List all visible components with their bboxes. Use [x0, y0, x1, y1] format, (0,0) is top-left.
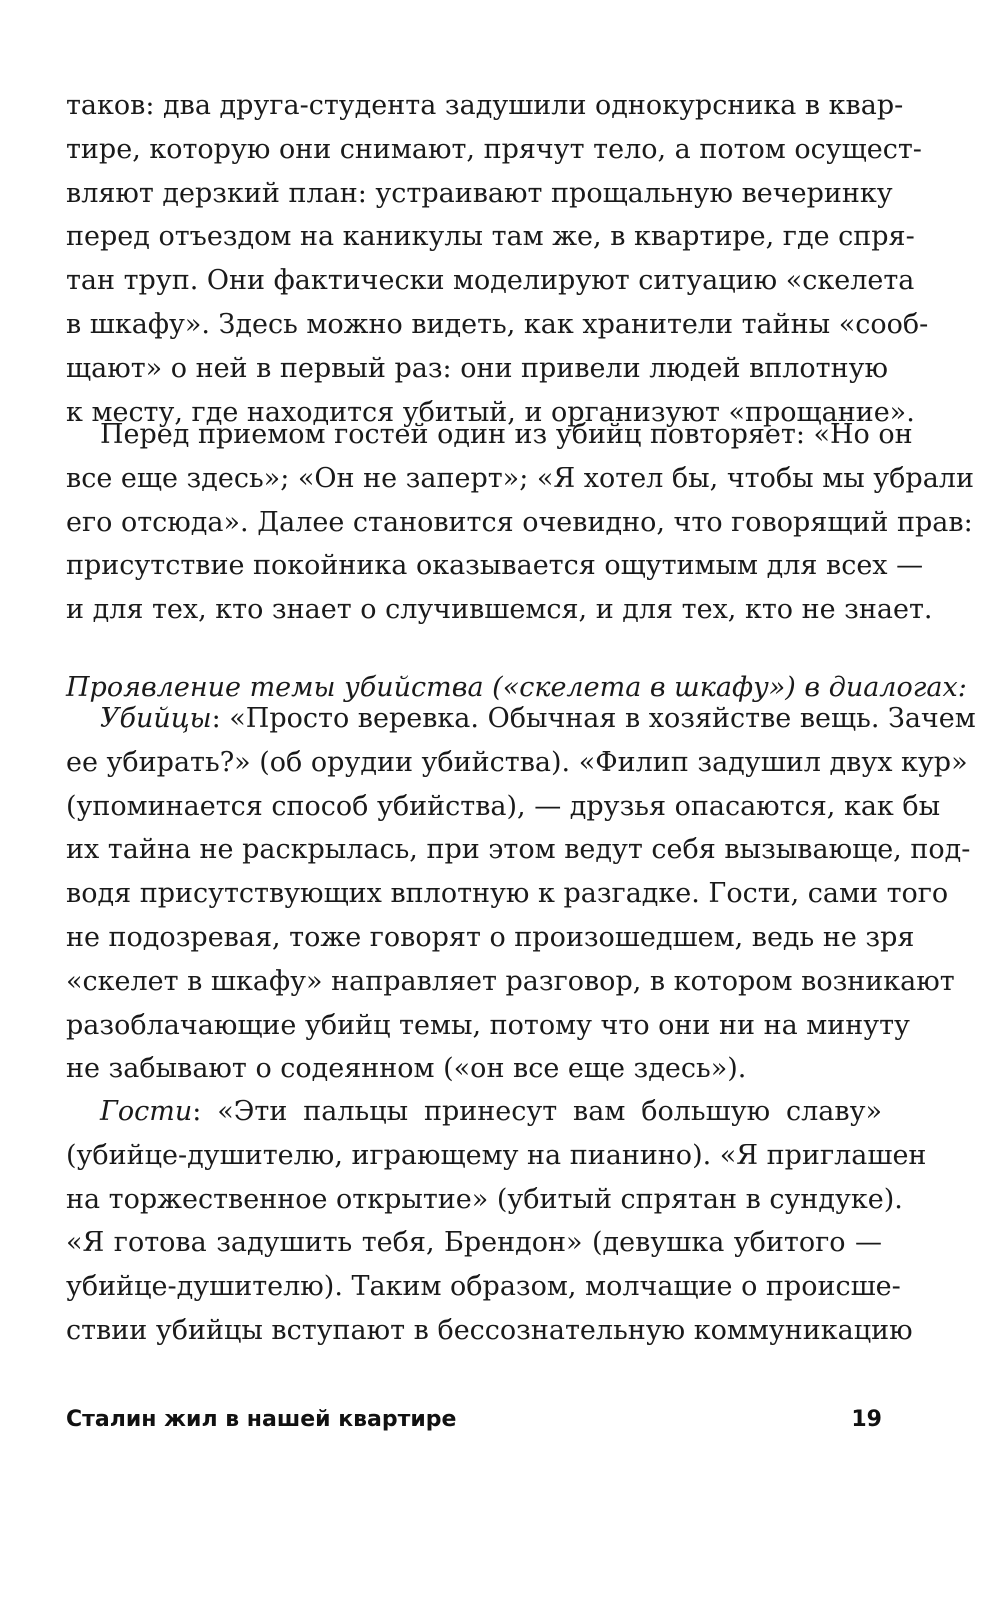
text-line: (упоминается способ убийства), — друзья опасаются, как бы — [66, 790, 941, 822]
section-heading: Проявление темы убийства («скелета в шкафу») в диалогах: — [66, 672, 967, 703]
text-line: его отсюда». Далее становится очевидно, что говорящий прав: — [66, 506, 973, 538]
text-line: (убийце-душителю, играющему на пианино). «Я приглашен — [66, 1139, 927, 1171]
text-line: и для тех, кто знает о случившемся, и для тех, кто не знает. — [66, 594, 933, 626]
guests-paragraph — [66, 1090, 927, 1353]
running-footer-title: Сталин жил в нашей квартире — [66, 1407, 457, 1432]
text-line: тире, которую они снимают, прячут тело, а потом осущест- — [66, 133, 922, 165]
text-line: ствии убийцы вступают в бессознательную коммуникацию — [66, 1314, 913, 1346]
text-line: разоблачающие убийц темы, потому что они ни на минуту — [66, 1009, 910, 1041]
text-line: не подозревая, тоже говорят о произошедшем, ведь не зря — [66, 921, 915, 953]
text-line: все еще здесь»; «Он не заперт»; «Я хотел бы, чтобы мы убрали — [66, 462, 974, 494]
text-line: убийце-душителю). Таким образом, молчащие о происше- — [66, 1271, 901, 1303]
text-line: «скелет в шкафу» направляет разговор, в котором возникают — [66, 965, 955, 997]
text-line: щают» о ней в первый раз: они привели людей вплотную — [66, 352, 889, 384]
text-line: тан труп. Они фактически моделируют ситуацию «скелета — [66, 265, 915, 297]
quote-text: : «Просто веревка. Обычная в хозяйстве вещь. Зачем — [211, 703, 976, 734]
page-number: 19 — [851, 1407, 882, 1432]
text-line: присутствие покойника оказывается ощутимым для всех — — [66, 550, 924, 582]
text-line: не забывают о содеянном («он все еще здесь»). — [66, 1053, 747, 1085]
speaker-label-killers: Убийцы — [100, 703, 212, 734]
text-line: в шкафу». Здесь можно видеть, как хранители тайны «сооб- — [66, 308, 929, 340]
speaker-label-guests: Гости — [100, 1096, 193, 1127]
text-line: ее убирать?» (об орудии убийства). «Филип задушил двух кур» — [66, 746, 968, 778]
text-line: «Я готова задушить тебя, Брендон» (девушка убитого — — [66, 1227, 882, 1259]
text-line — [66, 697, 976, 741]
paragraph-2 — [66, 413, 974, 632]
text-line: их тайна не раскрылась, при этом ведут себя вызывающе, под- — [66, 834, 971, 866]
text-line — [66, 1090, 882, 1134]
text-line: водя присутствующих вплотную к разгадке. Гости, сами того — [66, 878, 949, 910]
text-line: на торжественное открытие» (убитый спрятан в сундуке). — [66, 1183, 903, 1215]
quote-text: : «Эти пальцы принесут вам большую славу» — [192, 1096, 882, 1127]
text-line: таков: два друга-студента задушили однокурсника в квар- — [66, 90, 904, 121]
paragraph-1 — [66, 84, 929, 434]
killers-paragraph — [66, 697, 976, 1091]
text-line: к месту, где находится убитый, и организуют «прощание». — [66, 396, 915, 428]
text-line: вляют дерзкий план: устраивают прощальную вечеринку — [66, 177, 893, 209]
text-line: перед отъездом на каникулы там же, в квартире, где спря- — [66, 221, 915, 253]
text-line: Перед приемом гостей один из убийц повторяет: «Но он — [100, 419, 913, 450]
